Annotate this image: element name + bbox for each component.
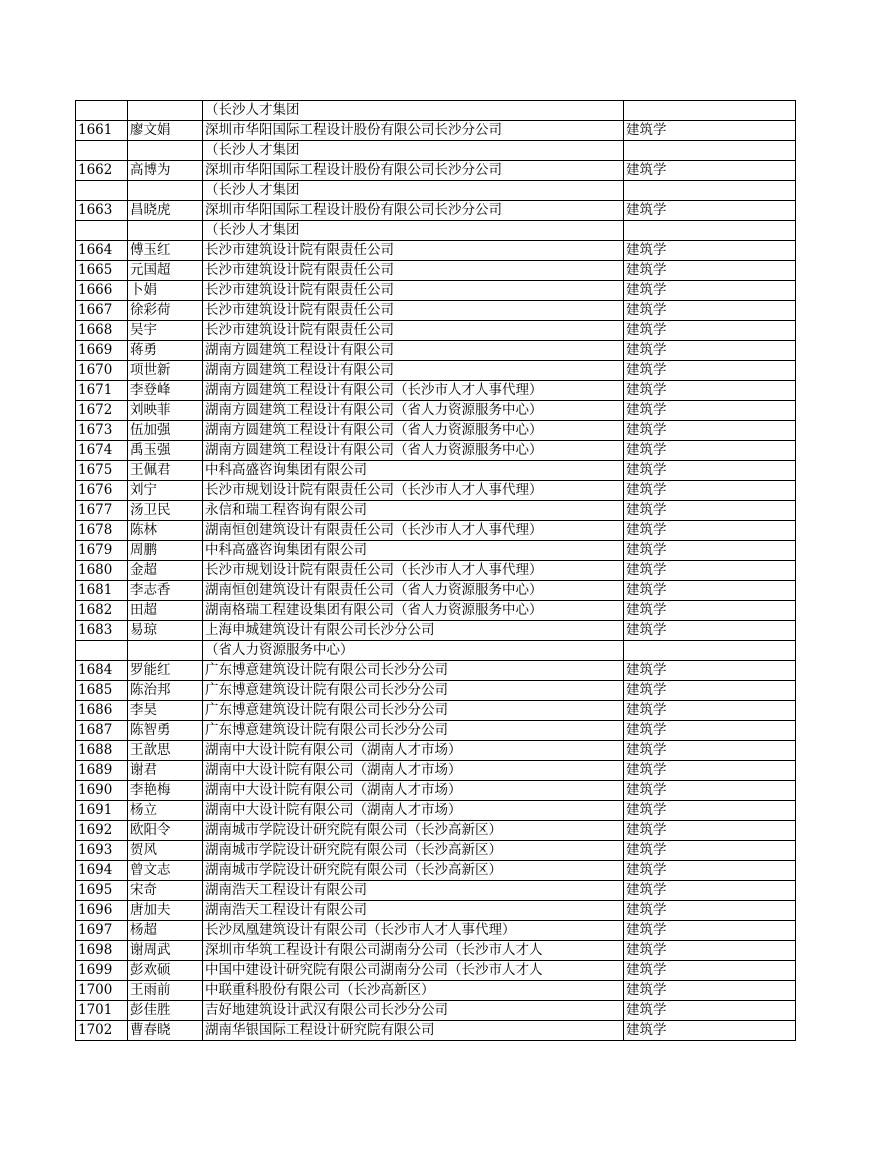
major-cell: 建筑学 xyxy=(624,741,796,761)
major-cell: 建筑学 xyxy=(624,701,796,721)
table-row xyxy=(76,841,796,861)
employer-cell: 长沙市建筑设计院有限责任公司 xyxy=(203,261,624,281)
row-number-cell: 1661 xyxy=(76,121,128,141)
major-cell: 建筑学 xyxy=(624,261,796,281)
major-cell: 建筑学 xyxy=(624,901,796,921)
person-name-cell: 陈治邦 xyxy=(128,681,203,701)
row-number-cell: 1688 xyxy=(76,741,128,761)
employer-cell: 湖南城市学院设计研究院有限公司（长沙高新区） xyxy=(203,841,624,861)
row-number-cell: 1668 xyxy=(76,321,128,341)
major-cell: 建筑学 xyxy=(624,621,796,641)
table-row xyxy=(76,321,796,341)
person-name-cell: 刘宁 xyxy=(128,481,203,501)
person-name-cell: 李昊 xyxy=(128,701,203,721)
table-row xyxy=(76,521,796,541)
person-name-cell: 汤卫民 xyxy=(128,501,203,521)
person-name-cell: 彭佳胜 xyxy=(128,1001,203,1021)
employer-cell: 广东博意建筑设计院有限公司长沙分公司 xyxy=(203,721,624,741)
row-number-cell: 1689 xyxy=(76,761,128,781)
major-cell: 建筑学 xyxy=(624,441,796,461)
major-cell: 建筑学 xyxy=(624,461,796,481)
employer-cell: 上海申城建筑设计有限公司长沙分公司 xyxy=(203,621,624,641)
employer-cell: 长沙市建筑设计院有限责任公司 xyxy=(203,241,624,261)
major-cell: 建筑学 xyxy=(624,881,796,901)
table-row xyxy=(76,881,796,901)
table-row xyxy=(76,441,796,461)
person-name-cell: 吴宇 xyxy=(128,321,203,341)
table-row xyxy=(76,981,796,1001)
major-cell: 建筑学 xyxy=(624,381,796,401)
employer-cell: 长沙市规划设计院有限责任公司（长沙市人才人事代理） xyxy=(203,481,624,501)
major-cell: 建筑学 xyxy=(624,801,796,821)
table-row xyxy=(76,121,796,141)
person-name-cell: 陈智勇 xyxy=(128,721,203,741)
table-row xyxy=(76,701,796,721)
person-name-cell: 王歆思 xyxy=(128,741,203,761)
employer-cell: 广东博意建筑设计院有限公司长沙分公司 xyxy=(203,681,624,701)
table-row xyxy=(76,561,796,581)
person-name-cell: 罗能红 xyxy=(128,661,203,681)
major-cell xyxy=(624,181,796,201)
table-row xyxy=(76,481,796,501)
employer-cell: 湖南城市学院设计研究院有限公司（长沙高新区） xyxy=(203,861,624,881)
row-number-cell: 1667 xyxy=(76,301,128,321)
person-name-cell: 元国超 xyxy=(128,261,203,281)
major-cell: 建筑学 xyxy=(624,481,796,501)
person-name-cell: 彭欢硕 xyxy=(128,961,203,981)
table-row xyxy=(76,821,796,841)
row-number-cell xyxy=(76,221,128,241)
major-cell: 建筑学 xyxy=(624,421,796,441)
employer-cell: 湖南中大设计院有限公司（湖南人才市场） xyxy=(203,741,624,761)
person-name-cell: 曾文志 xyxy=(128,861,203,881)
row-number-cell: 1672 xyxy=(76,401,128,421)
table-row xyxy=(76,581,796,601)
table-row xyxy=(76,241,796,261)
major-cell: 建筑学 xyxy=(624,581,796,601)
row-number-cell: 1702 xyxy=(76,1021,128,1041)
table-row xyxy=(76,361,796,381)
major-cell: 建筑学 xyxy=(624,841,796,861)
table-row xyxy=(76,381,796,401)
employer-cell: 长沙凤凰建筑设计有限公司（长沙市人才人事代理） xyxy=(203,921,624,941)
table-row xyxy=(76,861,796,881)
employer-cell: 中科高盛咨询集团有限公司 xyxy=(203,461,624,481)
employer-cell: 深圳市华阳国际工程设计股份有限公司长沙分公司 xyxy=(203,161,624,181)
employer-cell: （长沙人才集团 xyxy=(203,101,624,121)
person-name-cell: 卜娟 xyxy=(128,281,203,301)
major-cell: 建筑学 xyxy=(624,201,796,221)
person-name-cell: 徐彩荷 xyxy=(128,301,203,321)
row-number-cell: 1669 xyxy=(76,341,128,361)
employer-cell: （长沙人才集团 xyxy=(203,221,624,241)
table-row xyxy=(76,661,796,681)
row-number-cell: 1662 xyxy=(76,161,128,181)
table-row xyxy=(76,341,796,361)
person-name-cell: 唐加夫 xyxy=(128,901,203,921)
employer-cell: 湖南方圆建筑工程设计有限公司（省人力资源服务中心） xyxy=(203,401,624,421)
row-number-cell: 1699 xyxy=(76,961,128,981)
employer-cell: （省人力资源服务中心） xyxy=(203,641,624,661)
row-number-cell: 1676 xyxy=(76,481,128,501)
major-cell: 建筑学 xyxy=(624,961,796,981)
table-row xyxy=(76,401,796,421)
person-name-cell xyxy=(128,181,203,201)
person-name-cell: 谢周武 xyxy=(128,941,203,961)
major-cell: 建筑学 xyxy=(624,161,796,181)
table-row xyxy=(76,101,796,121)
table-row xyxy=(76,461,796,481)
employer-cell: 湖南浩天工程设计有限公司 xyxy=(203,901,624,921)
row-number-cell: 1674 xyxy=(76,441,128,461)
row-number-cell: 1671 xyxy=(76,381,128,401)
employer-cell: 中科高盛咨询集团有限公司 xyxy=(203,541,624,561)
row-number-cell xyxy=(76,181,128,201)
person-name-cell: 蒋勇 xyxy=(128,341,203,361)
row-number-cell: 1700 xyxy=(76,981,128,1001)
table-row xyxy=(76,801,796,821)
person-name-cell: 宋奇 xyxy=(128,881,203,901)
row-number-cell: 1697 xyxy=(76,921,128,941)
table-row xyxy=(76,141,796,161)
person-name-cell: 项世新 xyxy=(128,361,203,381)
employer-cell: 深圳市华筑工程设计有限公司湖南分公司（长沙市人才人 xyxy=(203,941,624,961)
employer-cell: 湖南恒创建筑设计有限责任公司（长沙市人才人事代理） xyxy=(203,521,624,541)
person-name-cell: 杨立 xyxy=(128,801,203,821)
person-name-cell: 易琼 xyxy=(128,621,203,641)
row-number-cell: 1693 xyxy=(76,841,128,861)
employer-cell: 长沙市建筑设计院有限责任公司 xyxy=(203,321,624,341)
table-row xyxy=(76,901,796,921)
row-number-cell xyxy=(76,101,128,121)
person-name-cell: 高博为 xyxy=(128,161,203,181)
person-name-cell: 李登峰 xyxy=(128,381,203,401)
row-number-cell: 1664 xyxy=(76,241,128,261)
person-name-cell: 王佩君 xyxy=(128,461,203,481)
row-number-cell: 1666 xyxy=(76,281,128,301)
table-row xyxy=(76,721,796,741)
person-name-cell: 傅玉红 xyxy=(128,241,203,261)
employer-cell: 湖南方圆建筑工程设计有限公司 xyxy=(203,341,624,361)
row-number-cell xyxy=(76,641,128,661)
major-cell xyxy=(624,101,796,121)
table-row xyxy=(76,301,796,321)
major-cell: 建筑学 xyxy=(624,661,796,681)
row-number-cell: 1681 xyxy=(76,581,128,601)
person-name-cell: 禹玉强 xyxy=(128,441,203,461)
employer-cell: 永信和瑞工程咨询有限公司 xyxy=(203,501,624,521)
major-cell: 建筑学 xyxy=(624,861,796,881)
row-number-cell: 1684 xyxy=(76,661,128,681)
person-name-cell: 曹春晓 xyxy=(128,1021,203,1041)
person-name-cell: 田超 xyxy=(128,601,203,621)
row-number-cell: 1680 xyxy=(76,561,128,581)
row-number-cell: 1683 xyxy=(76,621,128,641)
major-cell: 建筑学 xyxy=(624,1021,796,1041)
table-row xyxy=(76,201,796,221)
employer-cell: 湖南中大设计院有限公司（湖南人才市场） xyxy=(203,761,624,781)
major-cell: 建筑学 xyxy=(624,981,796,1001)
row-number-cell: 1673 xyxy=(76,421,128,441)
person-name-cell: 欧阳令 xyxy=(128,821,203,841)
table-row xyxy=(76,621,796,641)
major-cell: 建筑学 xyxy=(624,241,796,261)
person-name-cell: 李志香 xyxy=(128,581,203,601)
major-cell: 建筑学 xyxy=(624,361,796,381)
major-cell: 建筑学 xyxy=(624,561,796,581)
person-name-cell: 伍加强 xyxy=(128,421,203,441)
row-number-cell: 1685 xyxy=(76,681,128,701)
row-number-cell: 1698 xyxy=(76,941,128,961)
row-number-cell: 1670 xyxy=(76,361,128,381)
table-row xyxy=(76,1021,796,1041)
major-cell: 建筑学 xyxy=(624,321,796,341)
employer-cell: 湖南中大设计院有限公司（湖南人才市场） xyxy=(203,801,624,821)
table-row xyxy=(76,781,796,801)
employer-cell: 湖南城市学院设计研究院有限公司（长沙高新区） xyxy=(203,821,624,841)
major-cell: 建筑学 xyxy=(624,281,796,301)
employer-cell: 长沙市建筑设计院有限责任公司 xyxy=(203,281,624,301)
employer-cell: 广东博意建筑设计院有限公司长沙分公司 xyxy=(203,661,624,681)
table-row xyxy=(76,681,796,701)
table-row xyxy=(76,181,796,201)
employer-cell: 长沙市规划设计院有限责任公司（长沙市人才人事代理） xyxy=(203,561,624,581)
row-number-cell: 1701 xyxy=(76,1001,128,1021)
employer-cell: 湖南方圆建筑工程设计有限公司（省人力资源服务中心） xyxy=(203,421,624,441)
person-name-cell: 谢君 xyxy=(128,761,203,781)
row-number-cell: 1675 xyxy=(76,461,128,481)
table-row xyxy=(76,421,796,441)
major-cell: 建筑学 xyxy=(624,401,796,421)
employer-cell: 湖南方圆建筑工程设计有限公司 xyxy=(203,361,624,381)
major-cell: 建筑学 xyxy=(624,781,796,801)
table-row xyxy=(76,501,796,521)
row-number-cell: 1665 xyxy=(76,261,128,281)
employer-cell: 湖南方圆建筑工程设计有限公司（省人力资源服务中心） xyxy=(203,441,624,461)
table-row xyxy=(76,261,796,281)
employer-cell: 广东博意建筑设计院有限公司长沙分公司 xyxy=(203,701,624,721)
major-cell: 建筑学 xyxy=(624,301,796,321)
employer-cell: 湖南华银国际工程设计研究院有限公司 xyxy=(203,1021,624,1041)
major-cell: 建筑学 xyxy=(624,541,796,561)
table-row xyxy=(76,921,796,941)
major-cell: 建筑学 xyxy=(624,501,796,521)
major-cell xyxy=(624,221,796,241)
person-name-cell xyxy=(128,641,203,661)
table-row xyxy=(76,761,796,781)
employer-cell: 中联重科股份有限公司（长沙高新区） xyxy=(203,981,624,1001)
row-number-cell: 1692 xyxy=(76,821,128,841)
employer-cell: 湖南中大设计院有限公司（湖南人才市场） xyxy=(203,781,624,801)
employer-cell: 湖南浩天工程设计有限公司 xyxy=(203,881,624,901)
row-number-cell: 1696 xyxy=(76,901,128,921)
major-cell: 建筑学 xyxy=(624,761,796,781)
table-row xyxy=(76,221,796,241)
person-name-cell: 廖文娟 xyxy=(128,121,203,141)
table-row xyxy=(76,281,796,301)
major-cell: 建筑学 xyxy=(624,721,796,741)
employer-cell: 中国中建设计研究院有限公司湖南分公司（长沙市人才人 xyxy=(203,961,624,981)
person-name-cell: 金超 xyxy=(128,561,203,581)
row-number-cell xyxy=(76,141,128,161)
employer-cell: 深圳市华阳国际工程设计股份有限公司长沙分公司 xyxy=(203,201,624,221)
row-number-cell: 1691 xyxy=(76,801,128,821)
person-name-cell: 昌晓虎 xyxy=(128,201,203,221)
row-number-cell: 1694 xyxy=(76,861,128,881)
person-name-cell: 贺风 xyxy=(128,841,203,861)
row-number-cell: 1686 xyxy=(76,701,128,721)
major-cell: 建筑学 xyxy=(624,821,796,841)
employer-cell: 湖南格瑞工程建设集团有限公司（省人力资源服务中心） xyxy=(203,601,624,621)
major-cell xyxy=(624,641,796,661)
row-number-cell: 1695 xyxy=(76,881,128,901)
employer-cell: 吉好地建筑设计武汉有限公司长沙分公司 xyxy=(203,1001,624,1021)
major-cell: 建筑学 xyxy=(624,941,796,961)
major-cell xyxy=(624,141,796,161)
table-row xyxy=(76,641,796,661)
registry-table xyxy=(75,100,796,1041)
row-number-cell: 1678 xyxy=(76,521,128,541)
person-name-cell: 李艳梅 xyxy=(128,781,203,801)
table-row xyxy=(76,741,796,761)
row-number-cell: 1677 xyxy=(76,501,128,521)
employer-cell: 深圳市华阳国际工程设计股份有限公司长沙分公司 xyxy=(203,121,624,141)
row-number-cell: 1690 xyxy=(76,781,128,801)
table-row xyxy=(76,541,796,561)
row-number-cell: 1679 xyxy=(76,541,128,561)
employer-cell: 长沙市建筑设计院有限责任公司 xyxy=(203,301,624,321)
table-row xyxy=(76,941,796,961)
person-name-cell xyxy=(128,101,203,121)
table-row xyxy=(76,961,796,981)
row-number-cell: 1687 xyxy=(76,721,128,741)
major-cell: 建筑学 xyxy=(624,521,796,541)
person-name-cell xyxy=(128,221,203,241)
table-row xyxy=(76,1001,796,1021)
row-number-cell: 1663 xyxy=(76,201,128,221)
major-cell: 建筑学 xyxy=(624,681,796,701)
person-name-cell: 杨超 xyxy=(128,921,203,941)
employer-cell: 湖南恒创建筑设计有限责任公司（省人力资源服务中心） xyxy=(203,581,624,601)
person-name-cell: 刘映菲 xyxy=(128,401,203,421)
person-name-cell xyxy=(128,141,203,161)
major-cell: 建筑学 xyxy=(624,601,796,621)
major-cell: 建筑学 xyxy=(624,921,796,941)
major-cell: 建筑学 xyxy=(624,121,796,141)
major-cell: 建筑学 xyxy=(624,341,796,361)
person-name-cell: 王雨前 xyxy=(128,981,203,1001)
person-name-cell: 陈林 xyxy=(128,521,203,541)
table-row xyxy=(76,601,796,621)
registry-table-body xyxy=(76,101,796,1041)
row-number-cell: 1682 xyxy=(76,601,128,621)
person-name-cell: 周鹏 xyxy=(128,541,203,561)
employer-cell: （长沙人才集团 xyxy=(203,141,624,161)
table-row xyxy=(76,161,796,181)
employer-cell: 湖南方圆建筑工程设计有限公司（长沙市人才人事代理） xyxy=(203,381,624,401)
major-cell: 建筑学 xyxy=(624,1001,796,1021)
employer-cell: （长沙人才集团 xyxy=(203,181,624,201)
